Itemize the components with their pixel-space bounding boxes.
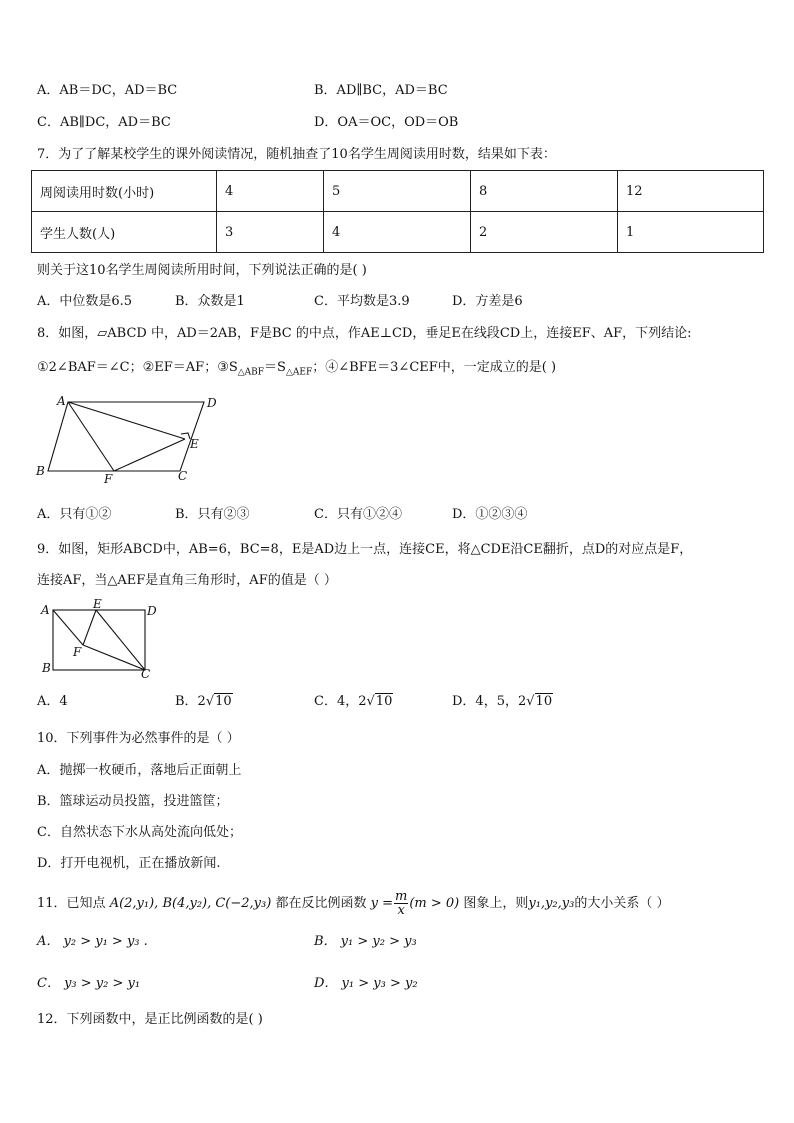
q11-points: A(2,y₁), B(4,y₂), C(−2,y₃) bbox=[109, 896, 272, 911]
q11-func-condition: (m > 0) bbox=[409, 896, 460, 911]
q9-option-c: C．4，2√10 bbox=[314, 694, 393, 709]
q9-option-a: A．4 bbox=[37, 694, 68, 709]
q7-option-b: B．众数是1 bbox=[175, 294, 245, 309]
q8-stem-part2: ；④∠BFE＝3∠CEF中，一定成立的是( ) bbox=[312, 360, 557, 375]
table-row bbox=[32, 171, 764, 212]
table-cell: 4 bbox=[324, 212, 471, 253]
q8-option-b: B．只有②③ bbox=[175, 507, 250, 522]
q10-option-a: A．抛掷一枚硬币，落地后正面朝上 bbox=[37, 763, 242, 778]
q8-option-a: A．只有①② bbox=[37, 507, 112, 522]
q9-line-ef bbox=[83, 610, 96, 645]
q9-rectangle-abcd bbox=[53, 610, 145, 670]
q11-func-denominator: x bbox=[397, 903, 405, 918]
table-header-hours: 周阅读用时数(小时) bbox=[32, 171, 217, 212]
q11-vars: y₁,y₂,y₃ bbox=[528, 896, 575, 911]
q12-stem: 12．下列函数中，是正比例函数的是( ) bbox=[37, 1012, 263, 1027]
q8-option-c: C．只有①②④ bbox=[314, 507, 402, 522]
q9-line-ec bbox=[96, 610, 145, 670]
q9-label-e: E bbox=[93, 598, 102, 611]
q9-stem-line1: 9．如图，矩形ABCD中，AB=6，BC=8，E是AD边上一点，连接CE，将△CDE沿CE翻折，点D的对应点是F， bbox=[37, 542, 693, 557]
q7-stem: 7．为了了解某校学生的课外阅读情况，随机抽查了10名学生周阅读用时数，结果如下表： bbox=[37, 147, 556, 162]
q8-label-a: A bbox=[57, 394, 66, 408]
table-cell: 8 bbox=[471, 171, 618, 212]
table-cell: 1 bbox=[618, 212, 764, 253]
q10-stem: 10．下列事件为必然事件的是（ ） bbox=[37, 731, 240, 746]
q8-stem-line1: 8．如图，▱ABCD 中，AD＝2AB，F是BC 的中点，作AE⊥CD，垂足E在线段CD上，连接EF、AF，下列结论: bbox=[37, 326, 692, 341]
q8-area-sub1: △ABF bbox=[237, 367, 265, 378]
q8-stem-line2 bbox=[37, 359, 556, 382]
q10-option-c: C．自然状态下水从高处流向低处； bbox=[37, 825, 242, 840]
q6-option-a: A．AB＝DC，AD＝BC bbox=[37, 83, 178, 98]
q8-label-b: B bbox=[36, 464, 45, 478]
q8-line-af bbox=[68, 402, 114, 471]
table-cell: 12 bbox=[618, 171, 764, 212]
q9-option-d: D．4，5，2√10 bbox=[452, 694, 553, 709]
q9-option-c-text: C．4，2 bbox=[314, 694, 367, 709]
q11-pre: 11．已知点 bbox=[37, 896, 106, 911]
q10-option-b: B．篮球运动员投篮，投进篮筐； bbox=[37, 794, 229, 809]
q11-func-lhs: y = bbox=[370, 896, 393, 911]
q9-option-b: B．2√10 bbox=[175, 694, 232, 709]
q11-post: 图象上，则 bbox=[463, 896, 529, 911]
q7-option-a: A．中位数是6.5 bbox=[37, 294, 133, 309]
table-cell: 4 bbox=[217, 171, 324, 212]
q8-line-ef bbox=[114, 439, 185, 471]
q11-stem bbox=[37, 890, 669, 917]
table-header-students: 学生人数(人) bbox=[32, 212, 217, 253]
q11-option-c: C． y₃ > y₂ > y₁ bbox=[37, 976, 141, 991]
q9-option-d-text: D．4，5，2 bbox=[452, 694, 527, 709]
q9-rectangle-figure bbox=[36, 598, 166, 682]
q9-label-c: C bbox=[141, 667, 151, 681]
q9-label-a: A bbox=[41, 603, 50, 617]
q11-option-a: A． y₂ > y₁ > y₃ . bbox=[37, 934, 148, 949]
q9-option-c-radicand: 10 bbox=[375, 694, 393, 709]
q11-fraction bbox=[394, 890, 408, 917]
q9-option-d-radicand: 10 bbox=[535, 694, 553, 709]
q8-parallelogram-abcd bbox=[48, 402, 204, 471]
q11-end: 的大小关系（ ） bbox=[574, 896, 670, 911]
q7-reading-table bbox=[31, 170, 764, 253]
q8-line-ae bbox=[68, 402, 185, 439]
q8-label-f: F bbox=[104, 472, 113, 484]
q9-stem-line2: 连接AF，当△AEF是直角三角形时，AF的值是（ ） bbox=[37, 573, 337, 588]
q8-label-e: E bbox=[190, 437, 199, 451]
q8-label-d: D bbox=[207, 396, 217, 410]
q8-parallelogram-figure bbox=[30, 392, 230, 484]
q9-line-fc bbox=[83, 645, 145, 670]
q11-option-b: B． y₁ > y₂ > y₃ bbox=[314, 934, 417, 949]
q9-option-b-radicand: 10 bbox=[215, 694, 232, 709]
table-row bbox=[32, 212, 764, 253]
q6-option-d: D．OA＝OC，OD＝OB bbox=[314, 115, 459, 130]
q8-option-d: D．①②③④ bbox=[452, 507, 528, 522]
q8-stem-eq: ＝S bbox=[264, 360, 286, 375]
q8-stem-part1: ①2∠BAF＝∠C；②EF＝AF；③S bbox=[37, 360, 238, 375]
q7-option-d: D．方差是6 bbox=[452, 294, 523, 309]
q9-label-b: B bbox=[42, 661, 51, 675]
q6-option-c: C．AB∥DC，AD＝BC bbox=[37, 115, 171, 130]
table-cell: 5 bbox=[324, 171, 471, 212]
q11-option-d: D． y₁ > y₃ > y₂ bbox=[314, 976, 418, 991]
q9-option-b-text: B．2 bbox=[175, 694, 206, 709]
table-cell: 3 bbox=[217, 212, 324, 253]
q8-label-c: C bbox=[178, 469, 188, 483]
table-cell: 2 bbox=[471, 212, 618, 253]
q11-mid: 都在反比例函数 bbox=[275, 896, 367, 911]
q11-func-numerator: m bbox=[394, 889, 408, 904]
q7-question: 则关于这10名学生周阅读所用时间，下列说法正确的是( ) bbox=[37, 263, 367, 278]
q6-option-b: B．AD∥BC，AD＝BC bbox=[314, 83, 448, 98]
q9-line-af bbox=[53, 610, 83, 645]
q8-area-sub2: △AEF bbox=[285, 367, 313, 378]
q9-label-f: F bbox=[73, 645, 82, 659]
q10-option-d: D．打开电视机，正在播放新闻. bbox=[37, 856, 221, 871]
q7-option-c: C．平均数是3.9 bbox=[314, 294, 410, 309]
q9-label-d: D bbox=[147, 604, 157, 618]
